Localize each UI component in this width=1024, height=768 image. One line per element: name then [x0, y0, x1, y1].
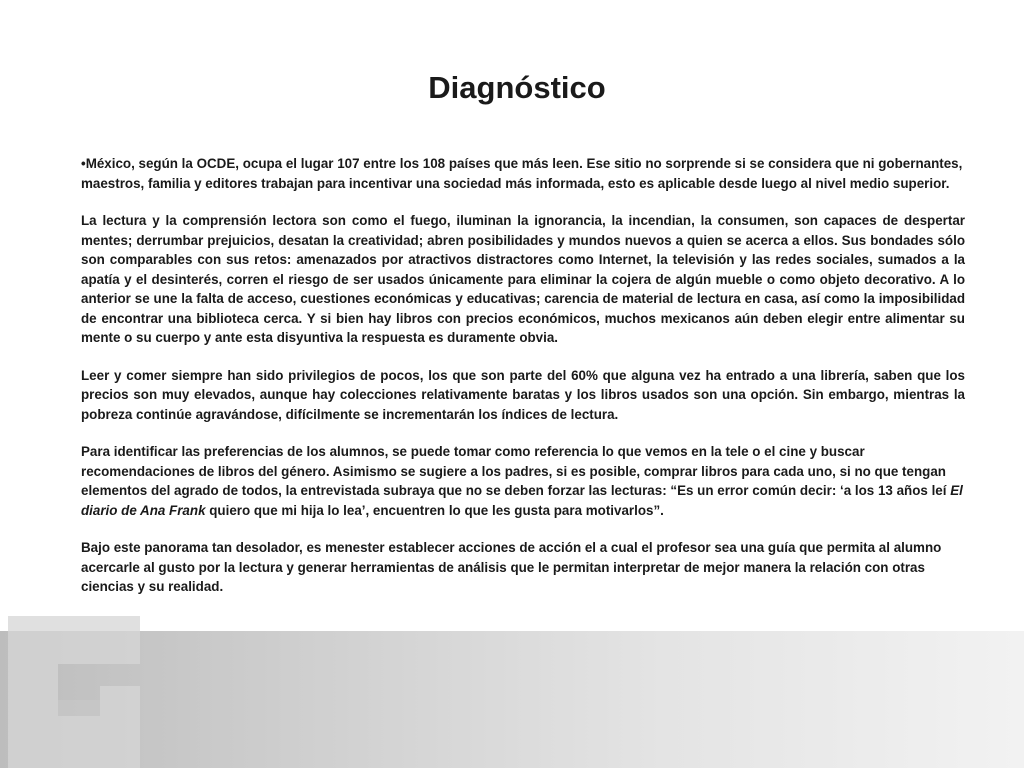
paragraph-conclusion: Bajo este panorama tan desolador, es menester establecer acciones de acción el a cual el profesor sea una guía que permita al alumno acercarle al gusto por la lectura y generar herramientas de análisis que le permitan interpretar de mejor manera la relación con otras ciencias y su realidad.: [81, 540, 942, 594]
paragraph-reading-privilege: Leer y comer siempre han sido privilegios de pocos, los que son parte del 60% que alguna vez ha entrado a una librería, saben que los precios son muy elevados, aunque hay colecciones relativamente baratas y los libros usados son una opción. Sin embargo, mientras la pobreza continúe agravándose, difícilmente se incrementarán los índices de lectura.: [81, 367, 965, 422]
footer-gradient-band: [0, 631, 1024, 768]
book-title-ana-frank: El diario de Ana Frank: [81, 483, 963, 518]
logo-g-shape: [8, 616, 140, 768]
paragraph-student-preferences-part2: quiero que mi hija lo lea’, encuentren lo que les gusta para motivarlos”.: [205, 502, 664, 518]
paragraph-student-preferences: [81, 442, 965, 520]
slide-title: Diagnóstico: [428, 70, 606, 105]
paragraph-reading-comprehension: La lectura y la comprensión lectora son como el fuego, iluminan la ignorancia, la incendian, la consumen, son capaces de despertar mentes; derrumbar prejuicios, desatan la creatividad; abren posibilidades y mundos nuevos a quien se acerca a ellos. Sus bondades sólo son comparables con sus retos: amenazados por atractivos distractores como Internet, la televisión y las redes sociales, sumados a la apatía y el desinterés, corren el riesgo de ser usados únicamente para eliminar la cojera de algún mueble o como objeto decorativo. A lo anterior se une la falta de acceso, cuestiones económicas y educativas; carencia de material de lectura en casa, así como la imposibilidad de encontrar una biblioteca cerca. Y si bien hay libros con precios económicos, muchos mexicanos aún deben elegir entre alimentar su mente o su cuerpo y ante esta disyuntiva la respuesta es duramente obvia.: [81, 213, 965, 345]
logo-g-highlight: [58, 700, 100, 716]
paragraph-student-preferences-part1: Para identificar las preferencias de los alumnos, se puede tomar como referencia lo que vemos en la tele o el cine y buscar recomendaciones de libros del género. Asimismo se sugiere a los padres, si es posible, comprar libros para cada uno, si no que tengan elementos del agrado de todos, la entrevistada subraya que no se deben forzar las lecturas: “Es un error común decir: ‘a los 13 años leí: [81, 444, 951, 498]
slide-body: [81, 154, 965, 615]
logo-g-watermark-icon: [0, 604, 150, 768]
paragraph-ocde-ranking: •México, según la OCDE, ocupa el lugar 107 entre los 108 países que más leen. Ese sitio no sorprende si se considera que ni gobernantes, maestros, familia y editores trabajan para incentivar una sociedad más informada, esto es aplicable desde luego al nivel medio superior.: [81, 156, 963, 191]
